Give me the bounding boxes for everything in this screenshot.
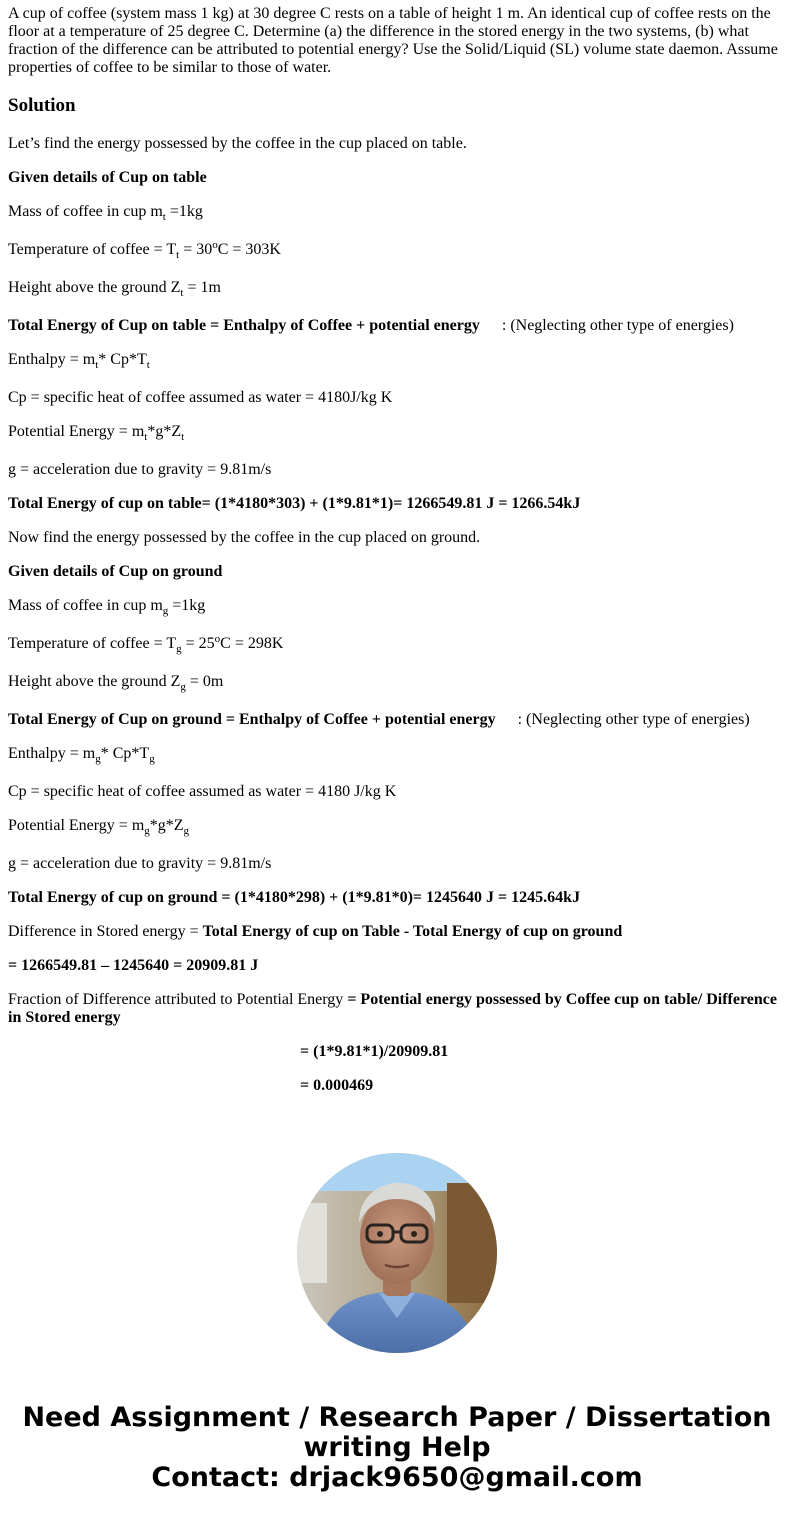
ground-enthalpy-line: Enthalpy = $m_g*$ $Cp*T_g$ [8,745,155,765]
fraction-step-2: = 0.000469 [300,1077,374,1094]
table-gravity-line: g = acceleration due to gravity = 9.81m/s [8,461,272,478]
ground-total-energy-heading: Total Energy of Cup on ground = Enthalpy of Coffee + potential energy : (Neglecting other type of energies) [8,711,750,728]
table-given-heading: Given details of Cup on table [8,169,207,186]
table-cp-line: Cp = specific heat of coffee assumed as water = 4180J/kg K [8,389,393,406]
intro-table: Let’s find the energy possessed by the coffee in the cup placed on table. [8,135,467,152]
fraction-step-1: = (1*9.81*1)/20909.81 [300,1043,449,1060]
ground-temperature-line: Temperature of coffee = $T_g = 25^oC = 298K$ [8,633,284,655]
table-mass-line: Mass of coffee in cup $m_t =1kg$ [8,203,203,223]
author-photo [297,1153,497,1353]
ground-cp-line: Cp = specific heat of coffee assumed as water = 4180 J/kg K [8,783,397,800]
table-total-energy: Total Energy of cup on table= (1*4180*303) + (1*9.81*1)= 1266549.81 J = 1266.54kJ [8,495,581,512]
intro-ground: Now find the energy possessed by the coffee in the cup placed on ground. [8,529,481,546]
question-text: A cup of coffee (system mass 1 kg) at 30 degree C rests on a table of height 1 m. An identical cup of coffee rests on the floor at a temperature of 25 degree C. Determine (a) the difference in the stored energy in the two systems, (b) what fraction of the difference can be attributed to potential energy? Use the Solid/Liquid (SL) volume state daemon. Assume properties of coffee to be similar to those of water. [8,5,778,76]
table-temperature-line: Temperature of coffee = $T_t = 30^oC = 303K$ [8,239,281,261]
ground-height-line: Height above the ground $Z_g = 0m$ [8,673,224,693]
fraction-line: Fraction of Difference attributed to Potential Energy = Potential energy possessed by Coffee cup on table/ Difference in Stored energy [8,991,777,1026]
ground-mass-line: Mass of coffee in cup $m_g =1kg$ [8,597,206,617]
table-total-energy-heading: Total Energy of Cup on table = Enthalpy of Coffee + potential energy : (Neglecting other type of energies) [8,317,734,334]
difference-result: = 1266549.81 – 1245640 = 20909.81 J [8,957,259,974]
ground-given-heading: Given details of Cup on ground [8,563,223,580]
ground-potential-energy-line: Potential Energy = $m_g*g*Z_g$ [8,817,190,837]
table-potential-energy-line: Potential Energy = $m_t*g*Z_t$ [8,423,185,443]
table-height-line: Height above the ground $Z_t = 1m$ [8,279,221,299]
promo-line-1: Need Assignment / Research Paper / Dissertation [22,1402,772,1433]
table-enthalpy-line: Enthalpy = $m_t*$ $Cp*T_t$ [8,351,150,371]
difference-line: Difference in Stored energy = Total Energy of cup on Table - Total Energy of cup on ground [8,923,623,940]
solution-heading: Solution [8,95,76,116]
promo-line-2: writing Help [303,1432,491,1463]
promo-contact: Contact: drjack9650@gmail.com [151,1462,643,1493]
ground-total-energy: Total Energy of cup on ground = (1*4180*298) + (1*9.81*0)= 1245640 J = 1245.64kJ [8,889,581,906]
ground-gravity-line: g = acceleration due to gravity = 9.81m/s [8,855,272,872]
promo-footer [0,1403,794,1493]
